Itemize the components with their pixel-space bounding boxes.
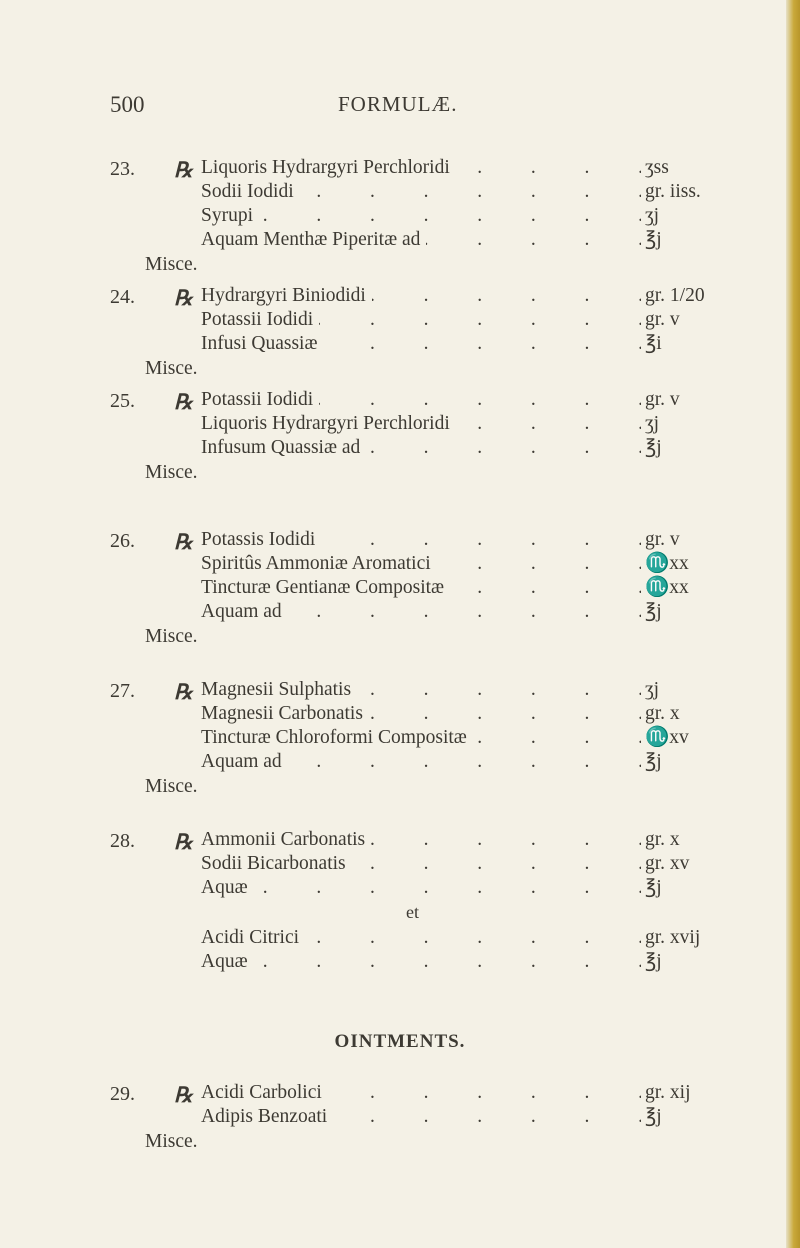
- ingredient-amount: gr. xij: [641, 1080, 691, 1106]
- ingredient-name: Aquæ: [201, 951, 254, 972]
- formula-number: 29.: [110, 1083, 135, 1105]
- ingredient-line: [201, 575, 743, 601]
- ingredient-amount: ℥i: [641, 331, 662, 357]
- ingredient-line: [201, 827, 743, 853]
- ingredient-line: [201, 1080, 743, 1106]
- ingredient-name: Spiritûs Ammoniæ Aromatici: [201, 553, 437, 574]
- et-separator: et: [406, 902, 419, 922]
- ingredient-amount: ℥j: [641, 599, 662, 625]
- ingredient-amount: gr. xvij: [641, 925, 700, 951]
- ingredient-line: [201, 701, 743, 727]
- ingredient-name: Potassii Iodidi: [201, 309, 319, 330]
- ingredient-amount: gr. x: [641, 701, 680, 727]
- ingredient-name: Tincturæ Gentianæ Compositæ: [201, 577, 450, 598]
- ingredient-line: [201, 949, 743, 975]
- ingredient-name: Magnesii Carbonatis: [201, 703, 369, 724]
- ingredient-amount: gr. xv: [641, 851, 689, 877]
- ingredient-name: Acidi Carbolici: [201, 1082, 328, 1103]
- formula-number: 27.: [110, 680, 135, 702]
- ingredient-amount: ℥j: [641, 875, 662, 901]
- ingredient-line: [201, 331, 743, 357]
- ingredient-amount: ʒj: [641, 203, 659, 229]
- ingredient-line: [201, 925, 743, 951]
- rx-symbol: ℞: [174, 530, 193, 554]
- ingredient-name: Tincturæ Chloroformi Compositæ: [201, 727, 473, 748]
- formula-number: 28.: [110, 830, 135, 852]
- ingredient-name: Aquam Menthæ Piperitæ ad: [201, 229, 426, 250]
- ingredient-name: Ammonii Carbonatis: [201, 829, 371, 850]
- ingredient-line: [201, 551, 743, 577]
- ingredient-amount: gr. 1/20: [641, 283, 705, 309]
- ingredient-line: [201, 1104, 743, 1130]
- ingredient-line: [201, 283, 743, 309]
- misce-label: Misce.: [145, 626, 198, 647]
- ingredient-name: Aquam ad: [201, 751, 288, 772]
- misce-label: Misce.: [145, 254, 198, 275]
- page-edge: [786, 0, 800, 1248]
- rx-symbol: ℞: [174, 680, 193, 704]
- ingredient-amount: gr. x: [641, 827, 680, 853]
- ingredient-amount: ♏xv: [641, 725, 689, 751]
- ingredient-name: Syrupi: [201, 205, 259, 226]
- ingredient-amount: ʒj: [641, 677, 659, 703]
- ingredient-line: [201, 411, 743, 437]
- ingredient-name: Sodii Bicarbonatis: [201, 853, 352, 874]
- ingredient-amount: ℥j: [641, 227, 662, 253]
- misce-label: Misce.: [145, 462, 198, 483]
- ingredient-line: [201, 851, 743, 877]
- ingredient-name: Infusi Quassiæ: [201, 333, 323, 354]
- ingredient-name: Aquæ: [201, 877, 254, 898]
- ingredient-amount: ♏xx: [641, 551, 689, 577]
- formula-number: 23.: [110, 158, 135, 180]
- ingredient-amount: ℥j: [641, 435, 662, 461]
- rx-symbol: ℞: [174, 286, 193, 310]
- ingredient-amount: ʒss: [641, 155, 669, 181]
- ingredient-line: [201, 387, 743, 413]
- ingredient-amount: gr. iiss.: [641, 179, 701, 205]
- formula-number: 25.: [110, 390, 135, 412]
- ingredient-name: Magnesii Sulphatis: [201, 679, 357, 700]
- ingredient-name: Adipis Benzoati: [201, 1106, 333, 1127]
- ingredient-amount: gr. v: [641, 307, 680, 333]
- ingredient-name: Potassis Iodidi: [201, 529, 321, 550]
- page-number: 500: [110, 92, 145, 117]
- ingredient-amount: ℥j: [641, 949, 662, 975]
- ingredient-line: [201, 307, 743, 333]
- page-title: FORMULÆ.: [338, 92, 458, 116]
- ingredient-name: Potassii Iodidi: [201, 389, 319, 410]
- rx-symbol: ℞: [174, 1083, 193, 1107]
- ingredient-name: Acidi Citrici: [201, 927, 305, 948]
- ingredient-name: Sodii Iodidi: [201, 181, 300, 202]
- ingredient-amount: ℥j: [641, 749, 662, 775]
- formula-number: 24.: [110, 286, 135, 308]
- ingredient-name: Liquoris Hydrargyri Perchloridi: [201, 413, 456, 434]
- ingredient-name: Liquoris Hydrargyri Perchloridi: [201, 157, 456, 178]
- ingredient-line: [201, 203, 743, 229]
- ingredient-line: [201, 527, 743, 553]
- ingredient-name: Aquam ad: [201, 601, 288, 622]
- ingredient-line: [201, 749, 743, 775]
- rx-symbol: ℞: [174, 390, 193, 414]
- ingredient-line: [201, 599, 743, 625]
- misce-label: Misce.: [145, 776, 198, 797]
- ingredient-line: [201, 227, 743, 253]
- formula-number: 26.: [110, 530, 135, 552]
- rx-symbol: ℞: [174, 830, 193, 854]
- ingredient-line: [201, 435, 743, 461]
- ingredient-line: [201, 677, 743, 703]
- misce-label: Misce.: [145, 358, 198, 379]
- ingredient-amount: ♏xx: [641, 575, 689, 601]
- section-heading-ointments: OINTMENTS.: [334, 1031, 466, 1052]
- ingredient-line: [201, 875, 743, 901]
- ingredient-amount: ʒj: [641, 411, 659, 437]
- rx-symbol: ℞: [174, 158, 193, 182]
- page-header: [110, 92, 670, 122]
- ingredient-name: Hydrargyri Biniodidi: [201, 285, 372, 306]
- ingredient-amount: gr. v: [641, 527, 680, 553]
- ingredient-amount: gr. v: [641, 387, 680, 413]
- ingredient-line: [201, 725, 743, 751]
- ingredient-amount: ℥j: [641, 1104, 662, 1130]
- ingredient-name: Infusum Quassiæ ad: [201, 437, 366, 458]
- ingredient-line: [201, 179, 743, 205]
- ingredient-line: [201, 155, 743, 181]
- misce-label: Misce.: [145, 1131, 198, 1152]
